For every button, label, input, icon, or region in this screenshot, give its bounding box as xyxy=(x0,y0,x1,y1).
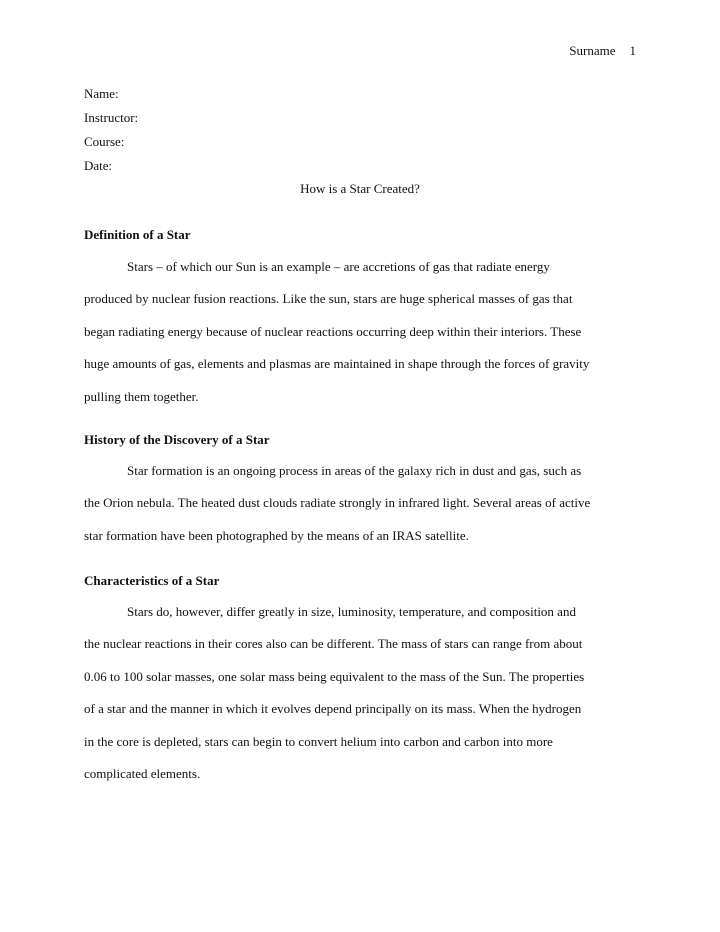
student-heading-block xyxy=(84,85,636,181)
running-head xyxy=(569,43,636,59)
section-heading-definition: Definition of a Star xyxy=(84,227,191,242)
paragraph-line: Stars – of which our Sun is an example – are accretions of gas that radiate energy xyxy=(127,259,550,274)
heading-date: Date: xyxy=(84,158,113,173)
section-heading-characteristics: Characteristics of a Star xyxy=(84,573,220,588)
paragraph-line: huge amounts of gas, elements and plasmas are maintained in shape through the forces of gravity xyxy=(84,356,590,372)
paragraph-line: complicated elements. xyxy=(84,765,201,781)
paragraph-line: the Orion nebula. The heated dust clouds radiate strongly in infrared light. Several areas of active xyxy=(84,495,591,511)
heading-instructor: Instructor: xyxy=(84,110,139,125)
paragraph-line: began radiating energy because of nuclear reactions occurring deep within their interiors. These xyxy=(84,323,582,339)
section-paragraph-history xyxy=(84,462,636,559)
paragraph-line: of a star and the manner in which it evolves depend principally on its mass. When the hydrogen xyxy=(84,701,582,717)
running-head-surname: Surname xyxy=(569,43,616,58)
heading-course: Course: xyxy=(84,134,125,149)
paragraph-line: Stars do, however, differ greatly in size, luminosity, temperature, and composition and xyxy=(127,604,576,619)
paragraph-line: the nuclear reactions in their cores also can be different. The mass of stars can range from about xyxy=(84,636,583,652)
paragraph-line: 0.06 to 100 solar masses, one solar mass being equivalent to the mass of the Sun. The properties xyxy=(84,668,585,684)
document-title: How is a Star Created? xyxy=(300,181,420,196)
paragraph-line: pulling them together. xyxy=(84,388,199,404)
paragraph-line: Star formation is an ongoing process in areas of the galaxy rich in dust and gas, such as xyxy=(127,463,582,478)
paragraph-line: star formation have been photographed by the means of an IRAS satellite. xyxy=(84,527,469,543)
section-paragraph-definition xyxy=(84,258,636,420)
heading-name: Name: xyxy=(84,86,119,101)
section-paragraph-characteristics xyxy=(84,603,636,797)
paragraph-line: produced by nuclear fusion reactions. Like the sun, stars are huge spherical masses of gas that xyxy=(84,291,573,307)
section-heading-history: History of the Discovery of a Star xyxy=(84,432,270,447)
paragraph-line: in the core is depleted, stars can begin to convert helium into carbon and carbon into more xyxy=(84,733,553,749)
page-number: 1 xyxy=(629,43,636,58)
